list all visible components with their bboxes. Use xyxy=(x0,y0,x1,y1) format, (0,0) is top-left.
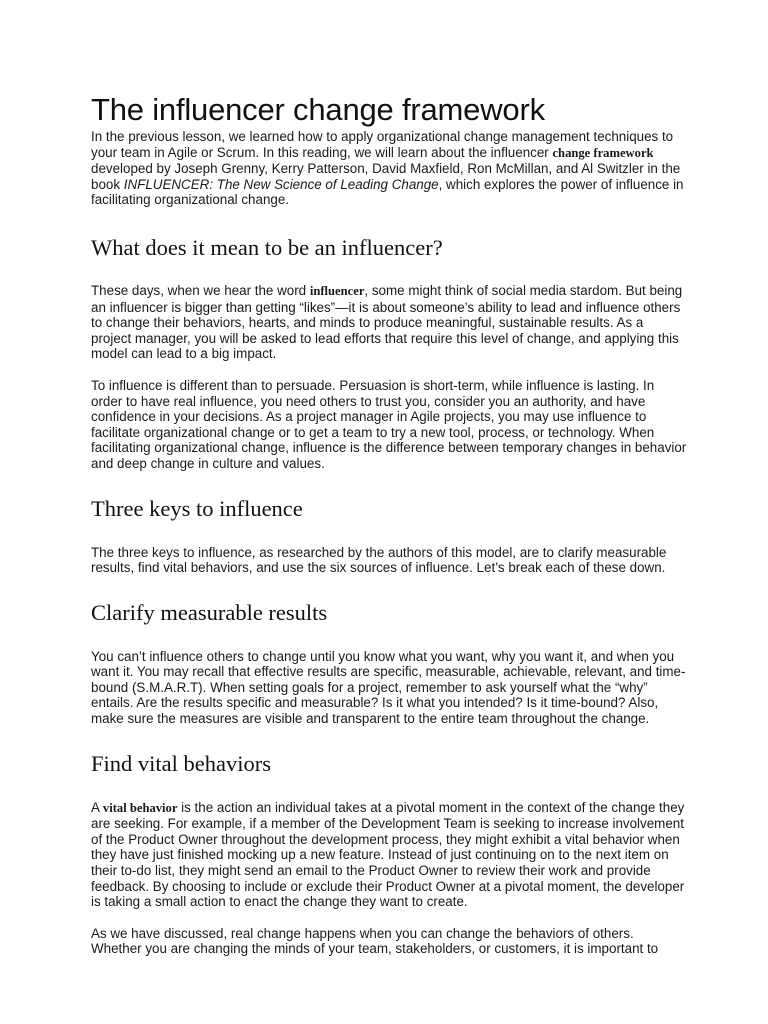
vital-paragraph-1 xyxy=(91,800,687,910)
intro-paragraph xyxy=(91,129,687,208)
intro-text-3: , which explores the power of influence in facilitating organizational change. xyxy=(91,176,684,208)
section-heading-clarify: Clarify measurable results xyxy=(91,599,328,625)
vital-paragraph-2: As we have discussed, real change happens when you can change the behaviors of others. Whether you are changing the minds of your team, stakeholders, or customers, it is important to xyxy=(91,925,659,957)
influencer-term: influencer xyxy=(309,283,365,298)
vital-text-1: A xyxy=(91,799,103,815)
intro-term-change-framework: change framework xyxy=(552,145,654,160)
intro-text-1: In the previous lesson, we learned how to apply organizational change management techniques to your team in Agile or Scrum. In this reading, we will learn about the influencer xyxy=(91,129,674,160)
influencer-text-2: , some might think of social media stardom. But being an influencer is bigger than getting “likes”—it is about someone’s ability to lead and influence others to change their behaviors, hearts, and minds to produce meaningful, sustainable results. As a project manager, you will be asked to lead efforts that require this level of change, and applying this model can lead to a big impact. xyxy=(91,282,683,362)
vital-behavior-term: vital behavior xyxy=(102,800,178,815)
vital-text-2: is the action an individual takes at a pivotal moment in the context of the change they are seeking. For example, if a member of the Development Team is seeking to increase involvement of the Product Owner throughout the development process, they might exhibit a vital behavior when they have just finished mocking up a new feature. Instead of just continuing on to the next item on their to-do list, they might send an email to the Product Owner to review their work and provide feedback. By choosing to include or exclude their Product Owner at a pivotal moment, the developer is taking a small action to enact the change they want to create. xyxy=(91,799,685,910)
clarify-paragraph: You can’t influence others to change until you know what you want, why you want it, and when you want it. You may recall that effective results are specific, measurable, achievable, relevant, and time-bound (S.M.A.R.T). When setting goals for a project, remember to ask yourself what the “why” entails. Are the results specific and measurable? Is it what you intended? Is it time-bound? Also, make sure the measures are visible and transparent to the entire team throughout the change. xyxy=(91,648,686,727)
intro-book-title: INFLUENCER: The New Science of Leading Change xyxy=(123,176,439,192)
section-heading-vital: Find vital behaviors xyxy=(91,750,271,776)
section-heading-keys: Three keys to influence xyxy=(91,495,303,521)
page-title: The influencer change framework xyxy=(91,92,545,127)
keys-paragraph: The three keys to influence, as researched by the authors of this model, are to clarify measurable results, find vital behaviors, and use the six sources of influence. Let’s break each of these down. xyxy=(91,544,667,576)
influencer-paragraph-1 xyxy=(91,283,687,362)
influencer-text-1: These days, when we hear the word xyxy=(91,282,310,298)
intro-text-2: developed by Joseph Grenny, Kerry Patterson, David Maxfield, Ron McMillan, and Al Switzler in the book xyxy=(91,161,681,192)
influencer-paragraph-2: To influence is different than to persuade. Persuasion is short-term, while influence is lasting. In order to have real influence, you need others to trust you, consider you an authority, and have confidence in your decisions. As a project manager in Agile projects, you may use influence to facilitate organizational change or to get a team to try a new tool, process, or technology. When facilitating organizational change, influence is the difference between temporary changes in behavior and deep change in culture and values. xyxy=(91,377,687,471)
document-page xyxy=(91,92,687,957)
section-heading-influencer: What does it mean to be an influencer? xyxy=(91,234,443,260)
